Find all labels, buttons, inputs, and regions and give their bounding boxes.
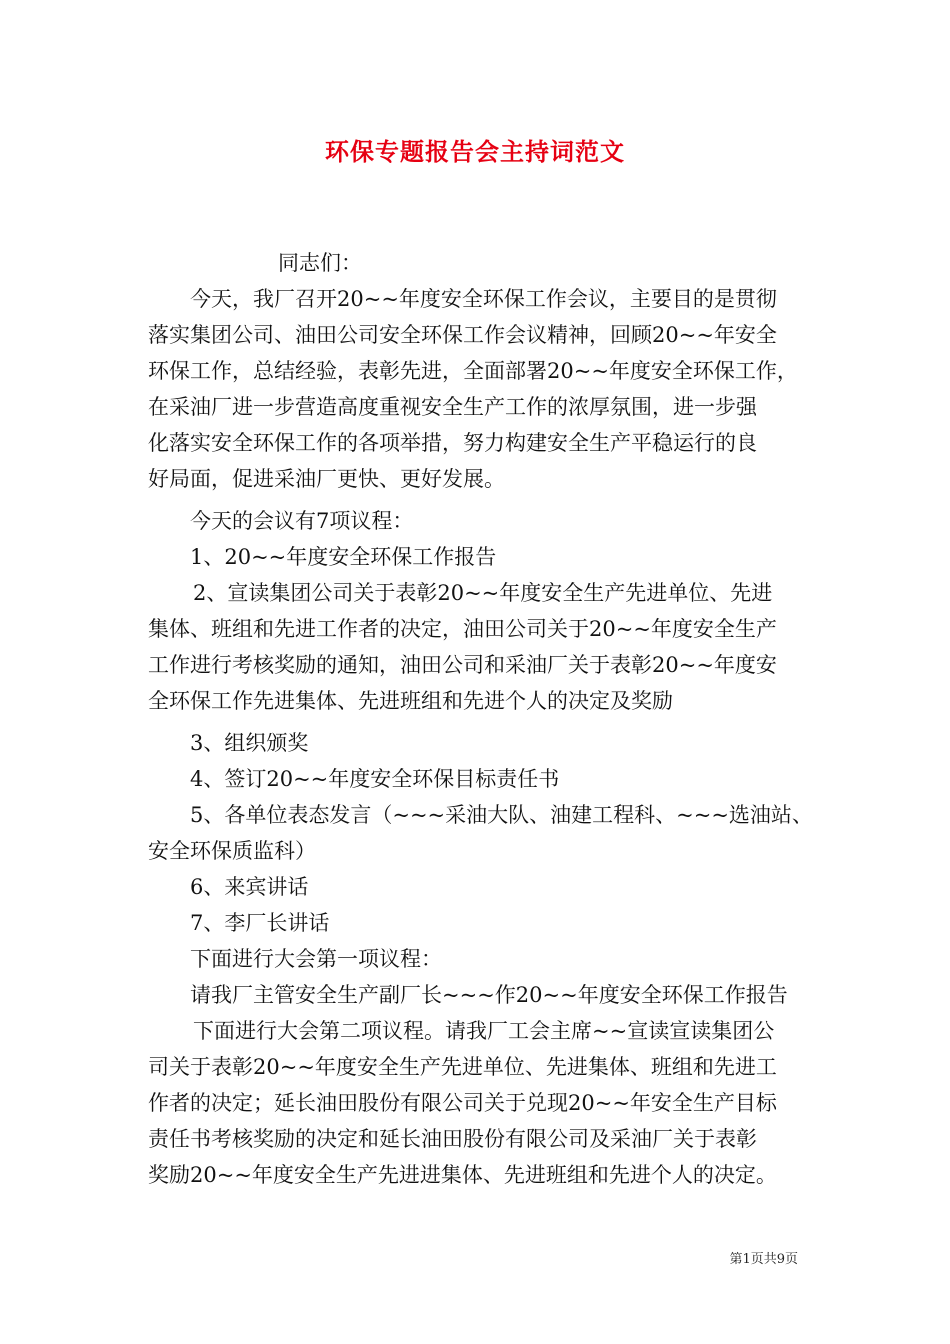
paragraph-line: 司关于表彰20~~年度安全生产先进单位、先进集体、班组和先进工 — [148, 1055, 777, 1079]
paragraph-line: 责任书考核奖励的决定和延长油田股份有限公司及采油厂关于表彰 — [148, 1127, 757, 1151]
paragraph-line: 工作进行考核奖励的通知，油田公司和采油厂关于表彰20~~年度安 — [148, 653, 777, 677]
paragraph-line: 环保工作，总结经验，表彰先进，全面部署20~~年度安全环保工作， — [148, 359, 798, 383]
paragraph-line: 全环保工作先进集体、先进班组和先进个人的决定及奖励 — [148, 689, 673, 713]
document-title: 环保专题报告会主持词范文 — [325, 137, 625, 166]
salutation: 同志们： — [278, 251, 362, 275]
paragraph-line: 落实集团公司、油田公司安全环保工作会议精神，回顾20~~年安全 — [148, 323, 777, 347]
agenda-item: 1、20~~年度安全环保工作报告 — [190, 545, 497, 569]
agenda-item: 6、来宾讲话 — [190, 875, 309, 899]
paragraph-line: 下面进行大会第二项议程。请我厂工会主席~~宣读宣读集团公 — [193, 1019, 775, 1043]
agenda-item: 4、签订20~~年度安全环保目标责任书 — [190, 767, 560, 791]
paragraph-line: 化落实安全环保工作的各项举措，努力构建安全生产平稳运行的良 — [148, 431, 757, 455]
paragraph-line: 在采油厂进一步营造高度重视安全生产工作的浓厚氛围，进一步强 — [148, 395, 757, 419]
paragraph-line: 安全环保质监科） — [148, 839, 316, 863]
agenda-item: 5、各单位表态发言（~~~采油大队、油建工程科、~~~选油站、 — [190, 803, 813, 827]
agenda-intro: 今天的会议有7项议程： — [190, 509, 414, 533]
paragraph-line: 作者的决定；延长油田股份有限公司关于兑现20~~年安全生产目标 — [148, 1091, 777, 1115]
paragraph-line: 好局面，促进采油厂更快、更好发展。 — [148, 467, 505, 491]
agenda-item: 7、李厂长讲话 — [190, 911, 330, 935]
paragraph-line: 下面进行大会第一项议程： — [190, 947, 442, 971]
paragraph-line: 请我厂主管安全生产副厂长~~~作20~~年度安全环保工作报告 — [190, 983, 788, 1007]
paragraph-line: 今天，我厂召开20~~年度安全环保工作会议，主要目的是贯彻 — [190, 287, 777, 311]
agenda-item: 2、宣读集团公司关于表彰20~~年度安全生产先进单位、先进 — [193, 581, 773, 605]
paragraph-line: 集体、班组和先进工作者的决定，油田公司关于20~~年度安全生产 — [148, 617, 777, 641]
paragraph-line: 奖励20~~年度安全生产先进进集体、先进班组和先进个人的决定。 — [148, 1163, 777, 1187]
page-number: 第1页共9页 — [729, 1252, 798, 1267]
agenda-item: 3、组织颁奖 — [190, 731, 309, 755]
